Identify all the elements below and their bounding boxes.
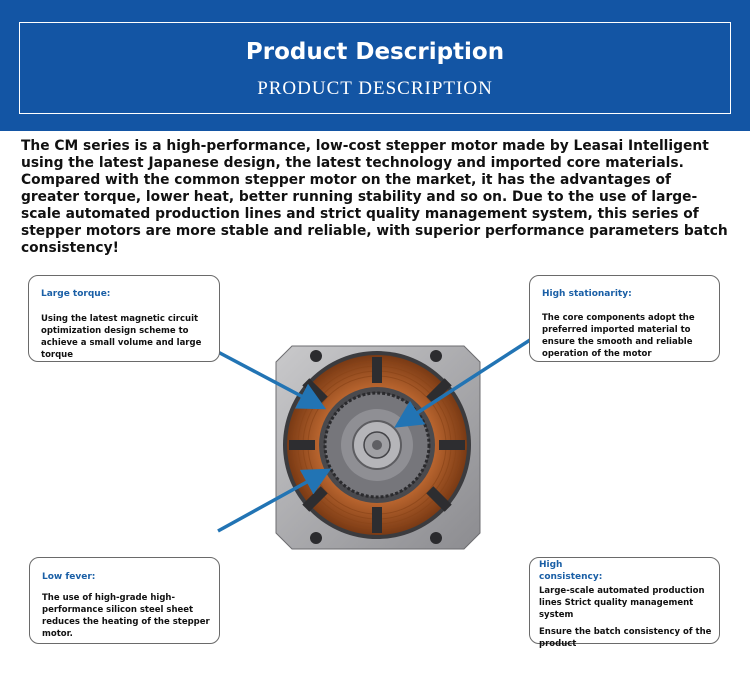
mount-hole-bottom-left bbox=[310, 532, 322, 544]
callout-body-secondary: Ensure the batch consistency of the product bbox=[539, 627, 712, 649]
callout-body: Large-scale automated production lines Strict quality management system bbox=[539, 586, 705, 620]
callout-large-torque bbox=[28, 275, 220, 362]
callout-high-consistency bbox=[529, 557, 720, 649]
mount-hole-top-right bbox=[430, 350, 442, 362]
motor-body bbox=[276, 346, 480, 549]
callout-body: Using the latest magnetic circuit optimization design scheme to achieve a small volume and large torque bbox=[41, 314, 202, 360]
callout-title: High stationarity: bbox=[542, 289, 632, 299]
mount-hole-bottom-right bbox=[430, 532, 442, 544]
page-title: Product Description bbox=[245, 39, 505, 65]
callout-body: The core components adopt the preferred imported material to ensure the smooth and reliable operation of the motor bbox=[542, 313, 695, 359]
intro-paragraph: The CM series is a high-performance, low-cost stepper motor made by Leasai Intelligent using the latest Japanese design, the latest technology and imported core materials. Compared with the common stepper motor on the market, it has the advantages of greater torque, lower heat, better running stability and so on. Due to the use of large-scale automated production lines and strict quality management system, this series of stepper motors are more stable and reliable, with superior performance parameters batch consistency! bbox=[21, 138, 728, 256]
callout-title: Large torque: bbox=[41, 289, 111, 299]
callout-high-stationarity bbox=[529, 275, 720, 362]
callout-low-fever bbox=[29, 557, 220, 644]
mount-hole-top-left bbox=[310, 350, 322, 362]
callout-title: Low fever: bbox=[42, 572, 96, 582]
callout-body: The use of high-grade high-performance silicon steel sheet reduces the heating of the stepper motor. bbox=[42, 593, 210, 639]
callout-title: High consistency: bbox=[539, 560, 603, 582]
page-subtitle: PRODUCT DESCRIPTION bbox=[257, 78, 493, 99]
